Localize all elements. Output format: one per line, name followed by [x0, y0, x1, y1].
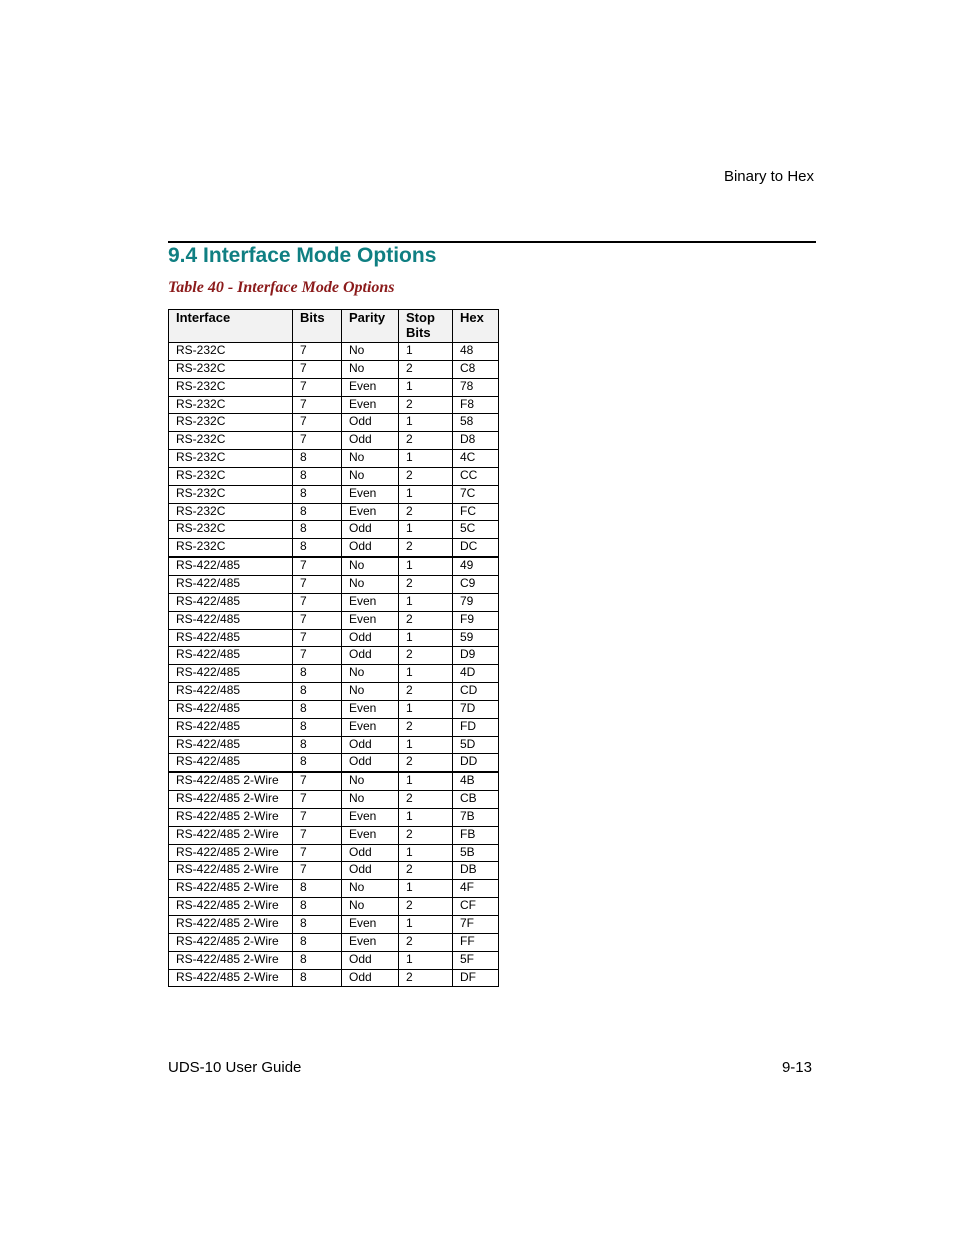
table-row [169, 396, 499, 414]
section-rule [168, 241, 816, 243]
cell-stop-bits: 1 [399, 629, 453, 647]
cell-parity: Odd [342, 647, 399, 665]
table-row [169, 951, 499, 969]
cell-interface: RS-232C [169, 378, 293, 396]
cell-bits: 7 [293, 593, 342, 611]
table-row [169, 772, 499, 790]
cell-parity: No [342, 557, 399, 575]
cell-interface: RS-422/485 [169, 647, 293, 665]
cell-interface: RS-422/485 2-Wire [169, 808, 293, 826]
table-row [169, 700, 499, 718]
cell-hex: D9 [453, 647, 499, 665]
table-row [169, 414, 499, 432]
footer-page-number: 9-13 [781, 1059, 812, 1076]
cell-bits: 7 [293, 611, 342, 629]
cell-hex: CB [453, 791, 499, 809]
cell-parity: Odd [342, 951, 399, 969]
cell-parity: Even [342, 378, 399, 396]
cell-hex: FC [453, 503, 499, 521]
cell-parity: No [342, 575, 399, 593]
cell-interface: RS-232C [169, 396, 293, 414]
table-row [169, 521, 499, 539]
cell-stop-bits: 1 [399, 951, 453, 969]
cell-bits: 7 [293, 844, 342, 862]
cell-parity: Even [342, 485, 399, 503]
cell-interface: RS-232C [169, 432, 293, 450]
cell-stop-bits: 2 [399, 718, 453, 736]
cell-stop-bits: 2 [399, 503, 453, 521]
cell-interface: RS-232C [169, 503, 293, 521]
table-row [169, 503, 499, 521]
cell-parity: No [342, 665, 399, 683]
cell-parity: No [342, 880, 399, 898]
cell-stop-bits: 1 [399, 665, 453, 683]
cell-bits: 8 [293, 969, 342, 987]
cell-stop-bits: 2 [399, 683, 453, 701]
table-row [169, 718, 499, 736]
table-row [169, 862, 499, 880]
cell-hex: CD [453, 683, 499, 701]
cell-bits: 7 [293, 414, 342, 432]
table-row [169, 844, 499, 862]
cell-bits: 7 [293, 360, 342, 378]
header-interface: Interface [169, 310, 293, 343]
cell-parity: Odd [342, 521, 399, 539]
cell-stop-bits: 2 [399, 933, 453, 951]
cell-interface: RS-422/485 2-Wire [169, 916, 293, 934]
cell-parity: Odd [342, 539, 399, 557]
header-stop-bits: Stop Bits [399, 310, 453, 343]
table-row [169, 916, 499, 934]
cell-parity: No [342, 791, 399, 809]
table-row [169, 683, 499, 701]
cell-parity: Even [342, 611, 399, 629]
cell-interface: RS-232C [169, 485, 293, 503]
cell-interface: RS-232C [169, 450, 293, 468]
cell-hex: DC [453, 539, 499, 557]
cell-stop-bits: 2 [399, 396, 453, 414]
table-row [169, 485, 499, 503]
cell-bits: 8 [293, 898, 342, 916]
cell-hex: 79 [453, 593, 499, 611]
cell-hex: 5D [453, 736, 499, 754]
cell-hex: 5B [453, 844, 499, 862]
cell-stop-bits: 1 [399, 844, 453, 862]
cell-parity: No [342, 450, 399, 468]
table-row [169, 665, 499, 683]
cell-bits: 8 [293, 951, 342, 969]
cell-parity: No [342, 343, 399, 361]
header-parity: Parity [342, 310, 399, 343]
cell-interface: RS-422/485 [169, 718, 293, 736]
cell-bits: 8 [293, 467, 342, 485]
cell-bits: 8 [293, 521, 342, 539]
interface-mode-table [168, 309, 499, 987]
cell-stop-bits: 2 [399, 647, 453, 665]
cell-parity: No [342, 360, 399, 378]
table-row [169, 969, 499, 987]
cell-parity: Odd [342, 629, 399, 647]
table-row [169, 647, 499, 665]
cell-stop-bits: 2 [399, 611, 453, 629]
cell-parity: Even [342, 503, 399, 521]
cell-hex: DD [453, 754, 499, 772]
table-row [169, 933, 499, 951]
table-row [169, 880, 499, 898]
table-row [169, 826, 499, 844]
cell-interface: RS-232C [169, 360, 293, 378]
cell-interface: RS-422/485 2-Wire [169, 880, 293, 898]
table-row [169, 450, 499, 468]
cell-stop-bits: 2 [399, 467, 453, 485]
cell-stop-bits: 1 [399, 557, 453, 575]
cell-parity: Odd [342, 432, 399, 450]
cell-hex: 4B [453, 772, 499, 790]
table-row [169, 593, 499, 611]
table-row [169, 467, 499, 485]
cell-hex: D8 [453, 432, 499, 450]
cell-hex: F9 [453, 611, 499, 629]
cell-bits: 8 [293, 916, 342, 934]
cell-parity: Odd [342, 844, 399, 862]
cell-interface: RS-232C [169, 539, 293, 557]
cell-bits: 8 [293, 665, 342, 683]
cell-hex: 78 [453, 378, 499, 396]
cell-bits: 7 [293, 826, 342, 844]
cell-parity: Odd [342, 414, 399, 432]
cell-interface: RS-422/485 [169, 700, 293, 718]
cell-interface: RS-422/485 [169, 629, 293, 647]
cell-bits: 7 [293, 378, 342, 396]
cell-bits: 8 [293, 880, 342, 898]
cell-interface: RS-232C [169, 467, 293, 485]
cell-parity: Odd [342, 969, 399, 987]
cell-parity: Even [342, 808, 399, 826]
cell-interface: RS-422/485 [169, 665, 293, 683]
cell-parity: Odd [342, 862, 399, 880]
cell-hex: 7D [453, 700, 499, 718]
table-row [169, 539, 499, 557]
cell-stop-bits: 2 [399, 826, 453, 844]
cell-hex: FB [453, 826, 499, 844]
cell-interface: RS-232C [169, 343, 293, 361]
cell-bits: 7 [293, 647, 342, 665]
cell-hex: CC [453, 467, 499, 485]
cell-parity: Even [342, 396, 399, 414]
cell-hex: 59 [453, 629, 499, 647]
cell-parity: No [342, 683, 399, 701]
cell-hex: 5C [453, 521, 499, 539]
cell-parity: No [342, 772, 399, 790]
cell-hex: 7B [453, 808, 499, 826]
cell-stop-bits: 1 [399, 916, 453, 934]
cell-bits: 7 [293, 791, 342, 809]
cell-stop-bits: 1 [399, 700, 453, 718]
cell-stop-bits: 1 [399, 343, 453, 361]
cell-stop-bits: 1 [399, 414, 453, 432]
cell-hex: C8 [453, 360, 499, 378]
cell-bits: 8 [293, 450, 342, 468]
cell-parity: Even [342, 718, 399, 736]
cell-stop-bits: 1 [399, 736, 453, 754]
cell-parity: Odd [342, 736, 399, 754]
cell-bits: 7 [293, 862, 342, 880]
cell-bits: 8 [293, 700, 342, 718]
cell-interface: RS-422/485 [169, 611, 293, 629]
cell-hex: DF [453, 969, 499, 987]
cell-stop-bits: 2 [399, 360, 453, 378]
cell-parity: Odd [342, 754, 399, 772]
table-row [169, 791, 499, 809]
cell-bits: 8 [293, 933, 342, 951]
cell-bits: 7 [293, 343, 342, 361]
cell-bits: 8 [293, 485, 342, 503]
header-hex: Hex [453, 310, 499, 343]
cell-interface: RS-422/485 2-Wire [169, 951, 293, 969]
cell-hex: 48 [453, 343, 499, 361]
cell-interface: RS-422/485 2-Wire [169, 862, 293, 880]
cell-hex: 5F [453, 951, 499, 969]
cell-hex: C9 [453, 575, 499, 593]
cell-hex: CF [453, 898, 499, 916]
cell-stop-bits: 2 [399, 898, 453, 916]
cell-interface: RS-422/485 [169, 557, 293, 575]
cell-hex: 58 [453, 414, 499, 432]
cell-stop-bits: 1 [399, 593, 453, 611]
table-row [169, 808, 499, 826]
cell-bits: 7 [293, 432, 342, 450]
cell-bits: 8 [293, 683, 342, 701]
cell-bits: 7 [293, 575, 342, 593]
cell-stop-bits: 1 [399, 378, 453, 396]
cell-parity: No [342, 467, 399, 485]
table-row [169, 378, 499, 396]
cell-parity: Even [342, 933, 399, 951]
cell-bits: 7 [293, 629, 342, 647]
running-header: Binary to Hex [723, 168, 814, 185]
cell-bits: 7 [293, 808, 342, 826]
cell-interface: RS-422/485 [169, 683, 293, 701]
cell-hex: FD [453, 718, 499, 736]
cell-interface: RS-422/485 [169, 575, 293, 593]
cell-hex: DB [453, 862, 499, 880]
cell-parity: Even [342, 593, 399, 611]
cell-hex: F8 [453, 396, 499, 414]
table-row [169, 557, 499, 575]
cell-stop-bits: 2 [399, 754, 453, 772]
cell-bits: 7 [293, 396, 342, 414]
cell-interface: RS-422/485 2-Wire [169, 933, 293, 951]
cell-bits: 8 [293, 539, 342, 557]
cell-interface: RS-422/485 2-Wire [169, 969, 293, 987]
cell-interface: RS-232C [169, 521, 293, 539]
table-row [169, 898, 499, 916]
table-row [169, 611, 499, 629]
cell-stop-bits: 1 [399, 808, 453, 826]
table-row [169, 575, 499, 593]
cell-stop-bits: 1 [399, 521, 453, 539]
cell-bits: 7 [293, 772, 342, 790]
cell-parity: Even [342, 826, 399, 844]
cell-hex: 49 [453, 557, 499, 575]
cell-stop-bits: 2 [399, 862, 453, 880]
cell-stop-bits: 2 [399, 969, 453, 987]
cell-stop-bits: 1 [399, 450, 453, 468]
cell-hex: 4F [453, 880, 499, 898]
cell-parity: No [342, 898, 399, 916]
footer-guide-title: UDS-10 User Guide [168, 1059, 302, 1076]
cell-interface: RS-422/485 2-Wire [169, 826, 293, 844]
cell-interface: RS-422/485 2-Wire [169, 772, 293, 790]
cell-bits: 8 [293, 718, 342, 736]
table-body [169, 343, 499, 987]
cell-interface: RS-422/485 [169, 593, 293, 611]
table-header-row [169, 310, 499, 343]
cell-hex: 7C [453, 485, 499, 503]
cell-hex: FF [453, 933, 499, 951]
header-bits: Bits [293, 310, 342, 343]
cell-interface: RS-232C [169, 414, 293, 432]
table-row [169, 754, 499, 772]
cell-parity: Even [342, 700, 399, 718]
cell-interface: RS-422/485 2-Wire [169, 898, 293, 916]
table-row [169, 736, 499, 754]
cell-interface: RS-422/485 2-Wire [169, 791, 293, 809]
cell-stop-bits: 2 [399, 575, 453, 593]
cell-stop-bits: 2 [399, 539, 453, 557]
table-row [169, 629, 499, 647]
table-row [169, 360, 499, 378]
table-row [169, 343, 499, 361]
table-row [169, 432, 499, 450]
cell-bits: 7 [293, 557, 342, 575]
cell-hex: 7F [453, 916, 499, 934]
cell-interface: RS-422/485 [169, 754, 293, 772]
cell-bits: 8 [293, 736, 342, 754]
cell-stop-bits: 2 [399, 791, 453, 809]
cell-parity: Even [342, 916, 399, 934]
cell-interface: RS-422/485 [169, 736, 293, 754]
cell-hex: 4D [453, 665, 499, 683]
cell-bits: 8 [293, 503, 342, 521]
cell-hex: 4C [453, 450, 499, 468]
cell-stop-bits: 1 [399, 772, 453, 790]
table-caption: Table 40 - Interface Mode Options [168, 279, 395, 296]
cell-stop-bits: 2 [399, 432, 453, 450]
cell-bits: 8 [293, 754, 342, 772]
cell-stop-bits: 1 [399, 880, 453, 898]
cell-interface: RS-422/485 2-Wire [169, 844, 293, 862]
section-title: 9.4 Interface Mode Options [168, 244, 437, 267]
cell-stop-bits: 1 [399, 485, 453, 503]
